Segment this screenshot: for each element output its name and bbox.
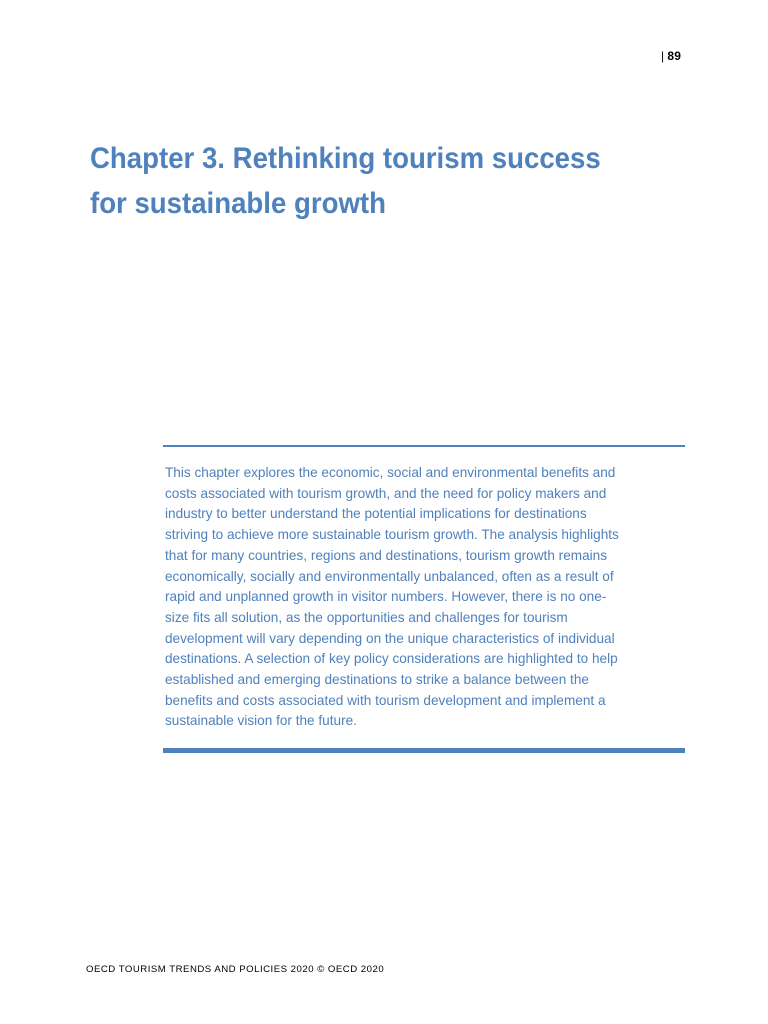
chapter-title-line-1: Chapter 3. Rethinking tourism success [90, 142, 601, 175]
abstract-bottom-rule [163, 748, 685, 753]
chapter-title-line-2: for sustainable growth [90, 187, 386, 220]
chapter-abstract: This chapter explores the economic, social and environmental benefits and costs associated with tourism growth, and the need for policy makers and industry to better understand the potential implications for destinations striving to achieve more sustainable tourism growth. The analysis highlights that for many countries, regions and destinations, tourism growth remains economically, socially and environmentally unbalanced, often as a result of rapid and unplanned growth in visitor numbers. However, there is no one- size fits all solution, as the opportunities and challenges for tourism development will vary depending on the unique characteristics of individual destinations. A selection of key policy considerations are highlighted to help established and emerging destinations to strike a balance between the benefits and costs associated with tourism development and implement a sustainable vision for the future. [165, 465, 619, 729]
page-number [661, 49, 681, 63]
page-number-separator: | [661, 49, 665, 63]
page-footer: OECD TOURISM TRENDS AND POLICIES 2020 © OECD 2020 [86, 964, 385, 975]
abstract-top-rule [163, 445, 685, 447]
page-number-value: 89 [667, 49, 682, 63]
chapter-title [90, 136, 642, 226]
